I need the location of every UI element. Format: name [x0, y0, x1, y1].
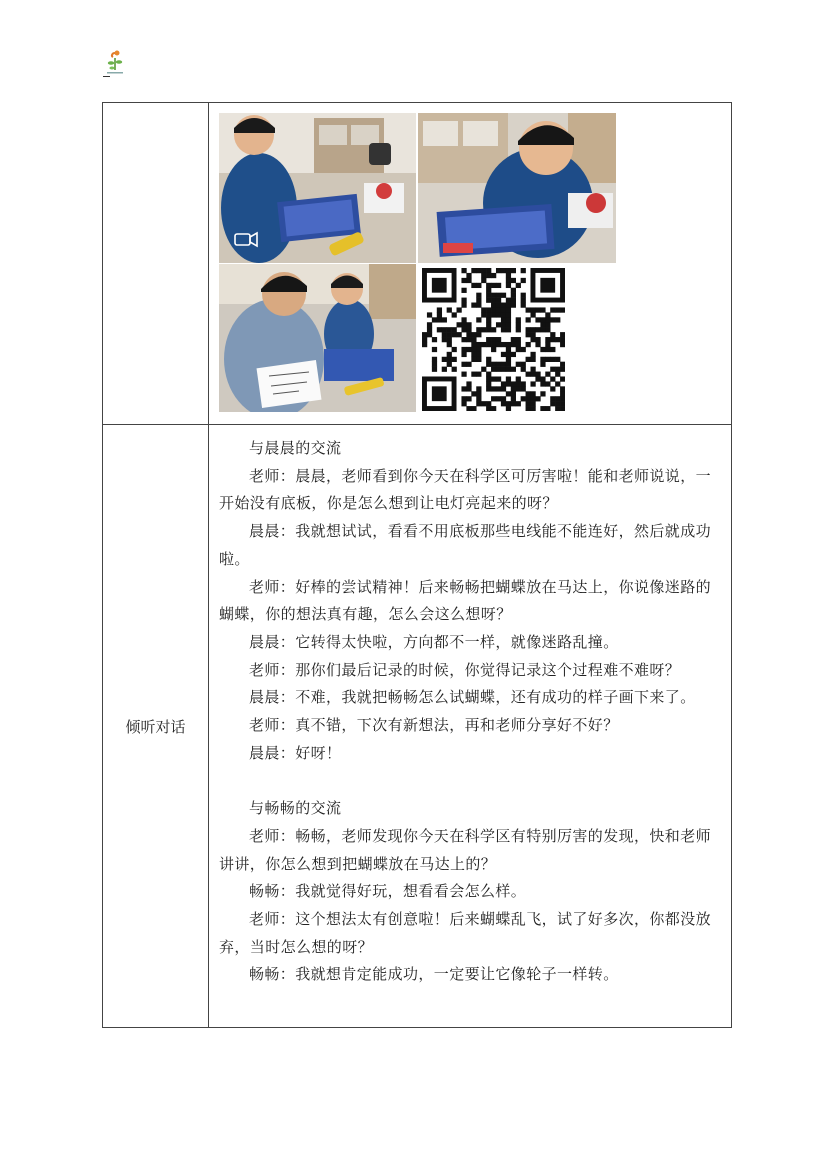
photo-child-circuit-board[interactable] — [219, 113, 416, 263]
row-label-listening-dialogue: 倾听对话 — [125, 717, 186, 736]
section-title: 与晨晨的交流 — [249, 439, 342, 457]
section-title: 与畅畅的交流 — [249, 799, 342, 818]
photo-children-drawing-record[interactable] — [219, 264, 416, 412]
dialogue-content — [219, 435, 723, 989]
photo-child-smiling-circuit[interactable] — [418, 113, 616, 263]
qr-code-icon[interactable] — [422, 268, 565, 411]
dialogue-line: 老师：好棒的尝试精神！后来畅畅把蝴蝶放在马达上，你说像迷路的蝴蝶，你的想法真有趣，怎么会这么想呀？ — [219, 577, 712, 624]
header-rule — [103, 76, 110, 77]
dialogue-line: 老师：这个想法太有创意啦！后来蝴蝶乱飞，试了好多次，你都没放弃，当时怎么想的呀？ — [219, 909, 712, 956]
flower-logo-icon — [104, 48, 126, 76]
dialogue-line: 晨晨：我就想试试，看看不用底板那些电线能不能连好，然后就成功啦。 — [219, 522, 712, 568]
dialogue-line: 老师：真不错，下次有新想法，再和老师分享好不好？ — [249, 716, 619, 735]
dialogue-line: 晨晨：好呀！ — [249, 743, 342, 762]
dialogue-line: 晨晨：它转得太快啦，方向都不一样，就像迷路乱撞。 — [249, 632, 619, 651]
dialogue-line: 老师：晨晨，老师看到你今天在科学区可厉害啦！能和老师说说，一开始没有底板，你是怎么想到让电灯亮起来的呀？ — [219, 466, 712, 513]
dialogue-line: 老师：畅畅，老师发现你今天在科学区有特别厉害的发现，快和老师讲讲，你怎么想到把蝴蝶放在马达上的？ — [219, 826, 712, 873]
column-divider — [208, 103, 209, 1027]
section-spacer — [219, 767, 723, 795]
record-table — [102, 102, 732, 1028]
dialogue-line: 老师：那你们最后记录的时候，你觉得记录这个过程难不难呀？ — [249, 660, 681, 679]
dialogue-line: 畅畅：我就想肯定能成功，一定要让它像轮子一样转。 — [249, 965, 619, 984]
dialogue-line: 晨晨：不难，我就把畅畅怎么试蝴蝶，还有成功的样子画下来了。 — [249, 688, 696, 707]
dialogue-line: 畅畅：我就觉得好玩，想看看会怎么样。 — [249, 882, 527, 901]
